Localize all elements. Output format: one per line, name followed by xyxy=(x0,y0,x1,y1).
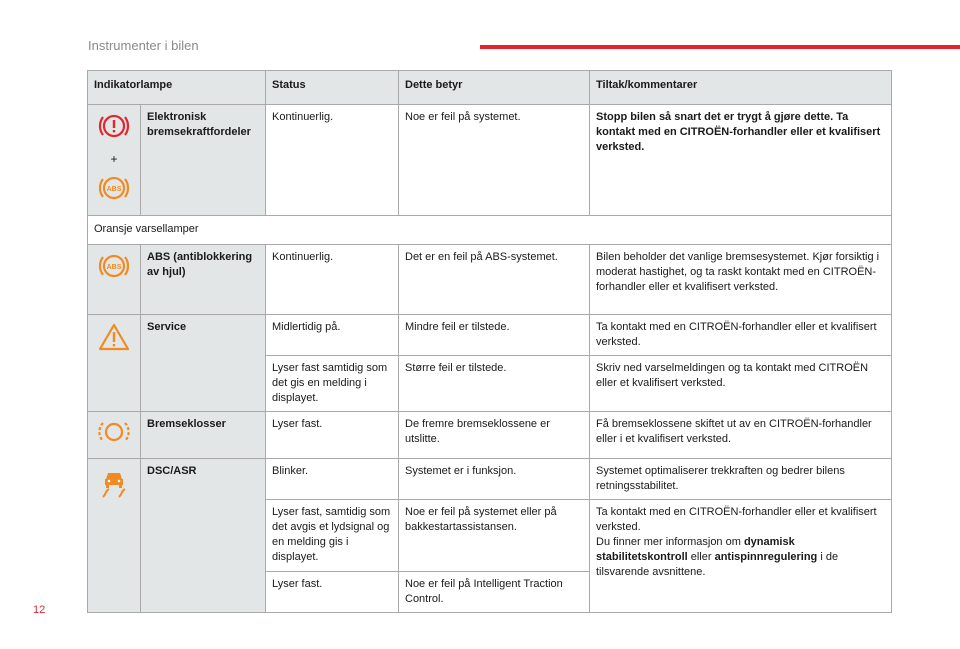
lamp-name: Service xyxy=(141,315,266,412)
abs-icon xyxy=(97,251,131,286)
page-number: 12 xyxy=(33,604,46,616)
table-row xyxy=(88,459,892,500)
status-cell: Kontinuerlig. xyxy=(266,105,399,216)
table-row xyxy=(88,315,892,356)
lamp-cell xyxy=(88,412,141,459)
col-header-status: Status xyxy=(266,71,399,105)
status-cell: Lyser fast samtidig som det gis en melding i displayet. xyxy=(266,356,399,412)
meaning-cell: De fremre bremseklossene er utslitte. xyxy=(399,412,590,459)
col-header-meaning: Dette betyr xyxy=(399,71,590,105)
action-text: Du finner mer informasjon om xyxy=(596,536,744,548)
status-cell: Lyser fast. xyxy=(266,572,399,613)
action-bold-term: antispinnregulering xyxy=(714,551,818,563)
header-accent-bar xyxy=(480,45,960,49)
action-cell: Ta kontakt med en CITROËN-forhandler eller et kvalifisert verksted. xyxy=(590,315,892,356)
brake-warning-icon xyxy=(97,111,131,146)
lamp-cell xyxy=(88,105,141,216)
lamp-name: Elektronisk bremsekraftfordeler xyxy=(141,105,266,216)
action-cell: Systemet optimaliserer trekkraften og bedrer bilens retningsstabilitet. xyxy=(590,459,892,500)
table-row xyxy=(88,105,892,216)
section-title: Instrumenter i bilen xyxy=(88,38,199,53)
status-cell: Midlertidig på. xyxy=(266,315,399,356)
table-row xyxy=(88,245,892,315)
lamp-cell xyxy=(88,245,141,315)
lamp-name: DSC/ASR xyxy=(141,459,266,613)
service-warning-icon xyxy=(97,321,131,358)
section-row xyxy=(88,216,892,245)
meaning-cell: Noe er feil på systemet. xyxy=(399,105,590,216)
brake-pads-icon xyxy=(97,418,131,451)
table-header-row xyxy=(88,71,892,105)
lamp-cell xyxy=(88,459,141,613)
action-text: i de tilsvarende avsnittene. xyxy=(596,551,839,578)
dsc-asr-icon xyxy=(97,465,131,504)
action-cell xyxy=(590,500,892,613)
action-cell: Bilen beholder det vanlige bremsesystemet. Kjør forsiktig i moderat hastighet, og ta raskt kontakt med en CITROËN-forhandler eller et kvalifisert verksted. xyxy=(590,245,892,315)
action-cell: Stopp bilen så snart det er trygt å gjøre dette. Ta kontakt med en CITROËN-forhandler eller et kvalifisert verksted. xyxy=(590,105,892,216)
col-header-lamp: Indikatorlampe xyxy=(88,71,266,105)
meaning-cell: Noe er feil på Intelligent Traction Control. xyxy=(399,572,590,613)
action-cell: Skriv ned varselmeldingen og ta kontakt med CITROËN eller et kvalifisert verksted. xyxy=(590,356,892,412)
action-text: eller xyxy=(687,551,715,563)
action-cell: Få bremseklossene skiftet ut av en CITROËN-forhandler eller i et kvalifisert verksted. xyxy=(590,412,892,459)
action-bold-term: dynamisk stabilitetskontroll xyxy=(596,536,795,563)
lamp-cell xyxy=(88,315,141,412)
meaning-cell: Større feil er tilstede. xyxy=(399,356,590,412)
table-row xyxy=(88,412,892,459)
abs-icon xyxy=(97,173,131,208)
lamp-name: ABS (antiblokkering av hjul) xyxy=(141,245,266,315)
meaning-cell: Systemet er i funksjon. xyxy=(399,459,590,500)
lamp-name: Bremseklosser xyxy=(141,412,266,459)
status-cell: Lyser fast. xyxy=(266,412,399,459)
svg-text:ABS: ABS xyxy=(106,186,122,193)
status-cell: Kontinuerlig. xyxy=(266,245,399,315)
plus-sign: + xyxy=(110,152,118,166)
section-label: Oransje varsellamper xyxy=(88,216,892,245)
meaning-cell: Mindre feil er tilstede. xyxy=(399,315,590,356)
indicator-table xyxy=(87,70,892,613)
meaning-cell: Det er en feil på ABS-systemet. xyxy=(399,245,590,315)
meaning-cell: Noe er feil på systemet eller på bakkestartassistansen. xyxy=(399,500,590,572)
action-text: Ta kontakt med en CITROËN-forhandler eller et kvalifisert verksted. xyxy=(596,506,877,533)
col-header-action: Tiltak/kommentarer xyxy=(590,71,892,105)
status-cell: Lyser fast, samtidig som det avgis et lydsignal og en melding gis i displayet. xyxy=(266,500,399,572)
status-cell: Blinker. xyxy=(266,459,399,500)
svg-text:ABS: ABS xyxy=(106,264,122,271)
